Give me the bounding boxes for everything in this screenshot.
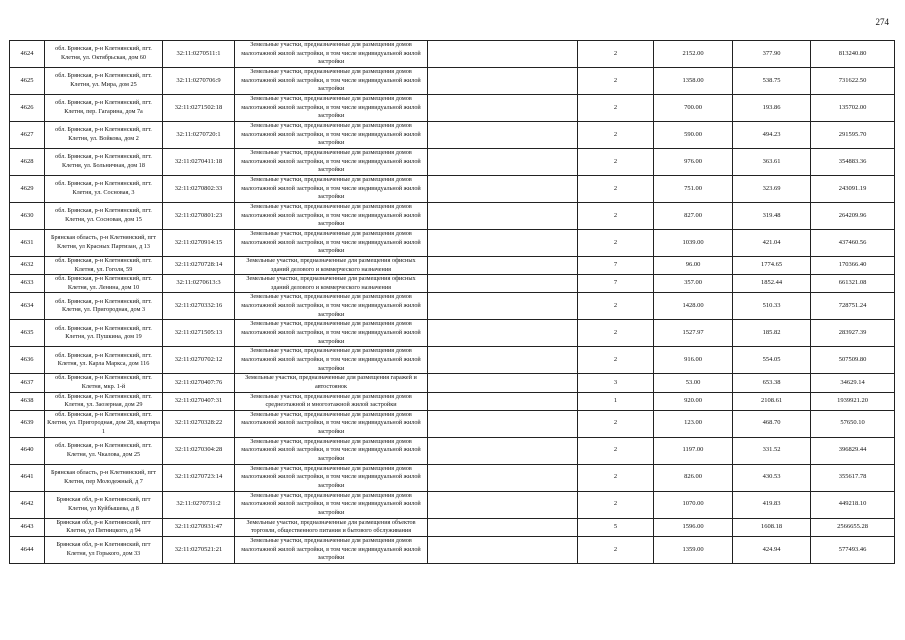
- area-cell: 1197.00: [654, 437, 733, 464]
- address-cell: Брянская обл, р-н Клетнянский, пгт Клетня, ул Горького, дом 33: [45, 536, 163, 563]
- area-cell: 123.00: [654, 410, 733, 437]
- specific-value-cell: 494.23: [733, 122, 811, 149]
- table-row: [10, 464, 895, 491]
- table-row: [10, 491, 895, 518]
- empty-cell: [428, 230, 578, 257]
- land-use-cell: Земельные участки, предназначенные для размещения домов малоэтажной жилой застройки, в том числе индивидуальной жилой застройки: [235, 410, 428, 437]
- address-cell: обл. Брянская, р-н Клетнянский, пгт. Клетня, пер. Гагарина, дом 7а: [45, 95, 163, 122]
- specific-value-cell: 430.53: [733, 464, 811, 491]
- address-cell: Брянская область, р-н Клетнянский, пгт Клетня, ул Красных Партизан, д 13: [45, 230, 163, 257]
- empty-cell: [428, 464, 578, 491]
- row-number-cell: 4639: [10, 410, 45, 437]
- cadastral-value-cell: 243091.19: [811, 176, 895, 203]
- cadastral-value-table: [9, 40, 895, 564]
- empty-cell: [428, 536, 578, 563]
- cadastral-number-cell: 32:11:0270328:22: [163, 410, 235, 437]
- address-cell: Брянская обл, р-н Клетнянский, пгт Клетня, ул Пятницкого, д 94: [45, 518, 163, 536]
- row-number-cell: 4638: [10, 392, 45, 410]
- empty-cell: [428, 275, 578, 293]
- row-number-cell: 4642: [10, 491, 45, 518]
- specific-value-cell: 538.75: [733, 68, 811, 95]
- area-cell: 920.00: [654, 392, 733, 410]
- empty-cell: [428, 392, 578, 410]
- area-cell: 590.00: [654, 122, 733, 149]
- cadastral-value-cell: 135702.00: [811, 95, 895, 122]
- group-cell: 2: [578, 320, 654, 347]
- group-cell: 2: [578, 68, 654, 95]
- cadastral-number-cell: 32:11:0270731:2: [163, 491, 235, 518]
- area-cell: 2152.00: [654, 41, 733, 68]
- empty-cell: [428, 347, 578, 374]
- table-row: [10, 518, 895, 536]
- cadastral-value-cell: 354883.36: [811, 149, 895, 176]
- cadastral-number-cell: 32:11:0270332:16: [163, 293, 235, 320]
- empty-cell: [428, 257, 578, 275]
- group-cell: 2: [578, 293, 654, 320]
- area-cell: 53.00: [654, 374, 733, 392]
- cadastral-value-cell: 170366.40: [811, 257, 895, 275]
- row-number-cell: 4635: [10, 320, 45, 347]
- specific-value-cell: 468.70: [733, 410, 811, 437]
- land-use-cell: Земельные участки, предназначенные для размещения домов малоэтажной жилой застройки, в том числе индивидуальной жилой застройки: [235, 437, 428, 464]
- area-cell: 826.00: [654, 464, 733, 491]
- address-cell: обл. Брянская, р-н Клетнянский, пгт. Клетня, ул. Ленина, дом 10: [45, 275, 163, 293]
- cadastral-value-cell: 728751.24: [811, 293, 895, 320]
- specific-value-cell: 510.33: [733, 293, 811, 320]
- land-use-cell: Земельные участки, предназначенные для размещения домов малоэтажной жилой застройки, в том числе индивидуальной жилой застройки: [235, 536, 428, 563]
- empty-cell: [428, 41, 578, 68]
- group-cell: 2: [578, 41, 654, 68]
- table-row: [10, 437, 895, 464]
- land-use-cell: Земельные участки, предназначенные для размещения домов малоэтажной жилой застройки, в том числе индивидуальной жилой застройки: [235, 68, 428, 95]
- area-cell: 700.00: [654, 95, 733, 122]
- land-use-cell: Земельные участки, предназначенные для размещения офисных зданий делового и коммерческого назначения: [235, 257, 428, 275]
- cadastral-number-cell: 32:11:0270802:33: [163, 176, 235, 203]
- land-use-cell: Земельные участки, предназначенные для размещения домов малоэтажной жилой застройки, в том числе индивидуальной жилой застройки: [235, 149, 428, 176]
- empty-cell: [428, 203, 578, 230]
- row-number-cell: 4631: [10, 230, 45, 257]
- group-cell: 2: [578, 122, 654, 149]
- specific-value-cell: 319.48: [733, 203, 811, 230]
- cadastral-value-cell: 264209.96: [811, 203, 895, 230]
- group-cell: 2: [578, 464, 654, 491]
- area-cell: 827.00: [654, 203, 733, 230]
- group-cell: 3: [578, 374, 654, 392]
- cadastral-value-cell: 291595.70: [811, 122, 895, 149]
- address-cell: Брянская обл, р-н Клетнянский, пгт Клетня, ул Куйбышева, д 8: [45, 491, 163, 518]
- address-cell: обл. Брянская, р-н Клетнянский, пгт. Клетня, ул. Пригородная, дом 3: [45, 293, 163, 320]
- table-body: [10, 41, 895, 564]
- cadastral-value-cell: 34629.14: [811, 374, 895, 392]
- cadastral-number-cell: 32:11:0270728:14: [163, 257, 235, 275]
- row-number-cell: 4627: [10, 122, 45, 149]
- cadastral-value-cell: 355617.78: [811, 464, 895, 491]
- group-cell: 5: [578, 518, 654, 536]
- land-use-cell: Земельные участки, предназначенные для размещения домов малоэтажной жилой застройки, в том числе индивидуальной жилой застройки: [235, 41, 428, 68]
- cadastral-value-cell: 1939921.20: [811, 392, 895, 410]
- row-number-cell: 4634: [10, 293, 45, 320]
- table-row: [10, 41, 895, 68]
- cadastral-value-cell: 283927.39: [811, 320, 895, 347]
- empty-cell: [428, 374, 578, 392]
- page-number: 274: [875, 17, 889, 27]
- land-use-cell: Земельные участки, предназначенные для размещения домов малоэтажной жилой застройки, в том числе индивидуальной жилой застройки: [235, 347, 428, 374]
- row-number-cell: 4636: [10, 347, 45, 374]
- group-cell: 2: [578, 437, 654, 464]
- area-cell: 751.00: [654, 176, 733, 203]
- land-use-cell: Земельные участки, предназначенные для размещения домов малоэтажной жилой застройки, в том числе индивидуальной жилой застройки: [235, 122, 428, 149]
- cadastral-number-cell: 32:11:0270521:21: [163, 536, 235, 563]
- group-cell: 2: [578, 176, 654, 203]
- empty-cell: [428, 149, 578, 176]
- specific-value-cell: 424.94: [733, 536, 811, 563]
- specific-value-cell: 377.90: [733, 41, 811, 68]
- group-cell: 7: [578, 257, 654, 275]
- cadastral-number-cell: 32:11:0271502:18: [163, 95, 235, 122]
- specific-value-cell: 193.86: [733, 95, 811, 122]
- address-cell: обл. Брянская, р-н Клетнянский, пгт. Клетня, ул. Пригородная, дом 28, квартира 1: [45, 410, 163, 437]
- cadastral-value-cell: 396829.44: [811, 437, 895, 464]
- cadastral-value-cell: 661321.08: [811, 275, 895, 293]
- cadastral-number-cell: 32:11:0270613:3: [163, 275, 235, 293]
- specific-value-cell: 653.38: [733, 374, 811, 392]
- area-cell: 1039.00: [654, 230, 733, 257]
- cadastral-number-cell: 32:11:0270702:12: [163, 347, 235, 374]
- land-use-cell: Земельные участки, предназначенные для размещения домов малоэтажной жилой застройки, в том числе индивидуальной жилой застройки: [235, 203, 428, 230]
- land-use-cell: Земельные участки, предназначенные для размещения домов малоэтажной жилой застройки, в том числе индивидуальной жилой застройки: [235, 293, 428, 320]
- address-cell: обл. Брянская, р-н Клетнянский, пгт. Клетня, ул. Сосновая, дом 15: [45, 203, 163, 230]
- table-row: [10, 149, 895, 176]
- address-cell: обл. Брянская, р-н Клетнянский, пгт. Клетня, ул. Чкалова, дом 25: [45, 437, 163, 464]
- cadastral-value-cell: 57650.10: [811, 410, 895, 437]
- group-cell: 2: [578, 203, 654, 230]
- cadastral-number-cell: 32:11:0270411:18: [163, 149, 235, 176]
- area-cell: 357.00: [654, 275, 733, 293]
- cadastral-value-cell: 813240.80: [811, 41, 895, 68]
- row-number-cell: 4629: [10, 176, 45, 203]
- area-cell: 1359.00: [654, 536, 733, 563]
- land-use-cell: Земельные участки, предназначенные для размещения домов малоэтажной жилой застройки, в том числе индивидуальной жилой застройки: [235, 320, 428, 347]
- address-cell: обл. Брянская, р-н Клетнянский, пгт. Клетня, ул. Пушкина, дом 19: [45, 320, 163, 347]
- cadastral-number-cell: 32:11:0270407:76: [163, 374, 235, 392]
- address-cell: обл. Брянская, р-н Клетнянский, пгт. Клетня, ул. Сосновая, 3: [45, 176, 163, 203]
- table-row: [10, 374, 895, 392]
- table-row: [10, 230, 895, 257]
- land-use-cell: Земельные участки, предназначенные для размещения домов малоэтажной жилой застройки, в том числе индивидуальной жилой застройки: [235, 491, 428, 518]
- address-cell: обл. Брянская, р-н Клетнянский, пгт. Клетня, мкр. 1-й: [45, 374, 163, 392]
- specific-value-cell: 1852.44: [733, 275, 811, 293]
- table-row: [10, 95, 895, 122]
- row-number-cell: 4644: [10, 536, 45, 563]
- address-cell: обл. Брянская, р-н Клетнянский, пгт. Клетня, ул. Октябрьская, дом 60: [45, 41, 163, 68]
- table-row: [10, 257, 895, 275]
- cadastral-number-cell: 32:11:0270801:23: [163, 203, 235, 230]
- land-use-cell: Земельные участки, предназначенные для размещения гаражей и автостоянок: [235, 374, 428, 392]
- address-cell: обл. Брянская, р-н Клетнянский, пгт. Клетня, ул. Заозерная, дом 29: [45, 392, 163, 410]
- specific-value-cell: 363.61: [733, 149, 811, 176]
- row-number-cell: 4637: [10, 374, 45, 392]
- cadastral-value-cell: 577493.46: [811, 536, 895, 563]
- empty-cell: [428, 320, 578, 347]
- cadastral-number-cell: 32:11:0270723:14: [163, 464, 235, 491]
- row-number-cell: 4628: [10, 149, 45, 176]
- row-number-cell: 4625: [10, 68, 45, 95]
- land-use-cell: Земельные участки, предназначенные для размещения объектов торговли, общественного питания и бытового обслуживания: [235, 518, 428, 536]
- row-number-cell: 4632: [10, 257, 45, 275]
- row-number-cell: 4626: [10, 95, 45, 122]
- row-number-cell: 4641: [10, 464, 45, 491]
- area-cell: 976.00: [654, 149, 733, 176]
- row-number-cell: 4630: [10, 203, 45, 230]
- row-number-cell: 4633: [10, 275, 45, 293]
- cadastral-number-cell: 32:11:0270720:1: [163, 122, 235, 149]
- specific-value-cell: 323.69: [733, 176, 811, 203]
- table-row: [10, 293, 895, 320]
- row-number-cell: 4624: [10, 41, 45, 68]
- land-use-cell: Земельные участки, предназначенные для размещения домов среднеэтажной и многоэтажной жилой застройки: [235, 392, 428, 410]
- group-cell: 2: [578, 536, 654, 563]
- empty-cell: [428, 122, 578, 149]
- specific-value-cell: 1774.65: [733, 257, 811, 275]
- empty-cell: [428, 410, 578, 437]
- group-cell: 2: [578, 410, 654, 437]
- cadastral-value-cell: 449218.10: [811, 491, 895, 518]
- table-row: [10, 347, 895, 374]
- cadastral-value-cell: 2566655.28: [811, 518, 895, 536]
- address-cell: обл. Брянская, р-н Клетнянский, пгт. Клетня, ул. Больничная, дом 18: [45, 149, 163, 176]
- land-use-cell: Земельные участки, предназначенные для размещения домов малоэтажной жилой застройки, в том числе индивидуальной жилой застройки: [235, 176, 428, 203]
- land-use-cell: Земельные участки, предназначенные для размещения домов малоэтажной жилой застройки, в том числе индивидуальной жилой застройки: [235, 230, 428, 257]
- empty-cell: [428, 68, 578, 95]
- address-cell: обл. Брянская, р-н Клетнянский, пгт. Клетня, ул. Карла Маркса, дом 116: [45, 347, 163, 374]
- empty-cell: [428, 176, 578, 203]
- address-cell: Брянская область, р-н Клетнянский, пгт Клетня, пер Молодежный, д 7: [45, 464, 163, 491]
- table-row: [10, 203, 895, 230]
- area-cell: 1428.00: [654, 293, 733, 320]
- row-number-cell: 4640: [10, 437, 45, 464]
- table-row: [10, 122, 895, 149]
- land-use-cell: Земельные участки, предназначенные для размещения домов малоэтажной жилой застройки, в том числе индивидуальной жилой застройки: [235, 464, 428, 491]
- specific-value-cell: 554.05: [733, 347, 811, 374]
- specific-value-cell: 331.52: [733, 437, 811, 464]
- specific-value-cell: 185.82: [733, 320, 811, 347]
- cadastral-value-cell: 731622.50: [811, 68, 895, 95]
- empty-cell: [428, 518, 578, 536]
- cadastral-number-cell: 32:11:0270706:9: [163, 68, 235, 95]
- specific-value-cell: 419.83: [733, 491, 811, 518]
- address-cell: обл. Брянская, р-н Клетнянский, пгт. Клетня, ул. Мира, дом 25: [45, 68, 163, 95]
- row-number-cell: 4643: [10, 518, 45, 536]
- cadastral-number-cell: 32:11:0270931:47: [163, 518, 235, 536]
- group-cell: 1: [578, 392, 654, 410]
- table-row: [10, 320, 895, 347]
- area-cell: 1070.00: [654, 491, 733, 518]
- cadastral-number-cell: 32:11:0270304:28: [163, 437, 235, 464]
- area-cell: 1358.00: [654, 68, 733, 95]
- land-use-cell: Земельные участки, предназначенные для размещения офисных зданий делового и коммерческого назначения: [235, 275, 428, 293]
- area-cell: 1527.97: [654, 320, 733, 347]
- table-row: [10, 410, 895, 437]
- table-row: [10, 275, 895, 293]
- specific-value-cell: 421.04: [733, 230, 811, 257]
- cadastral-number-cell: 32:11:0270511:1: [163, 41, 235, 68]
- address-cell: обл. Брянская, р-н Клетнянский, пгт. Клетня, ул. Гоголя, 59: [45, 257, 163, 275]
- cadastral-number-cell: 32:11:0271505:13: [163, 320, 235, 347]
- table-row: [10, 536, 895, 563]
- group-cell: 2: [578, 230, 654, 257]
- cadastral-value-cell: 437460.56: [811, 230, 895, 257]
- address-cell: обл. Брянская, р-н Клетнянский, пгт. Клетня, ул. Войкова, дом 2: [45, 122, 163, 149]
- group-cell: 2: [578, 95, 654, 122]
- group-cell: 7: [578, 275, 654, 293]
- area-cell: 1596.00: [654, 518, 733, 536]
- group-cell: 2: [578, 491, 654, 518]
- group-cell: 2: [578, 347, 654, 374]
- group-cell: 2: [578, 149, 654, 176]
- cadastral-number-cell: 32:11:0270407:31: [163, 392, 235, 410]
- land-use-cell: Земельные участки, предназначенные для размещения домов малоэтажной жилой застройки, в том числе индивидуальной жилой застройки: [235, 95, 428, 122]
- specific-value-cell: 1608.18: [733, 518, 811, 536]
- table-row: [10, 68, 895, 95]
- area-cell: 96.00: [654, 257, 733, 275]
- table-row: [10, 176, 895, 203]
- empty-cell: [428, 437, 578, 464]
- empty-cell: [428, 95, 578, 122]
- area-cell: 916.00: [654, 347, 733, 374]
- table-row: [10, 392, 895, 410]
- cadastral-value-cell: 507509.80: [811, 347, 895, 374]
- empty-cell: [428, 293, 578, 320]
- empty-cell: [428, 491, 578, 518]
- cadastral-number-cell: 32:11:0270914:15: [163, 230, 235, 257]
- specific-value-cell: 2108.61: [733, 392, 811, 410]
